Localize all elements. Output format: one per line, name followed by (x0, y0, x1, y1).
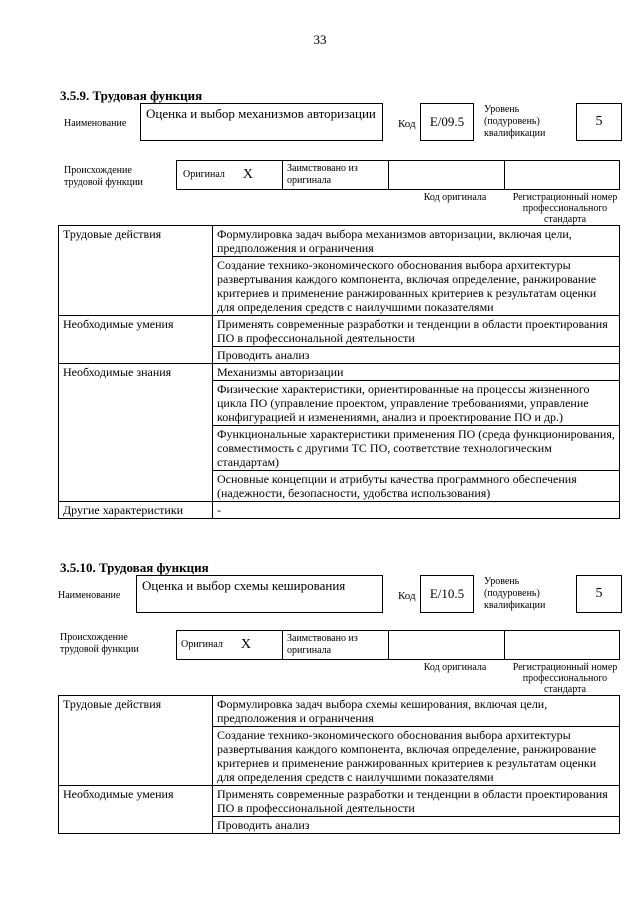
table-row (59, 502, 620, 519)
item-cell: Функциональные характеристики применения ПО (среда функционирования, совместимость с другими ТС ПО, соответствие технологическим стандартам) (213, 426, 620, 471)
original-mark: X (242, 167, 254, 182)
section-title: 3.5.10. Трудовая функция (60, 560, 209, 575)
item-cell: - (213, 502, 620, 519)
item-cell: Применять современные разработки и тенденции в области проектирования ПО в профессиональной деятельности (213, 316, 620, 347)
origin-table (176, 630, 620, 660)
category-cell: Другие характеристики (59, 502, 213, 519)
function-table-2 (58, 695, 620, 834)
table-row (59, 364, 620, 381)
category-cell: Трудовые действия (59, 226, 213, 316)
code-original-label: Код оригинала (423, 662, 487, 673)
level-value: 5 (576, 103, 622, 141)
reg-number-cell (505, 631, 619, 659)
name-value: Оценка и выбор схемы кеширования (136, 575, 383, 613)
item-cell: Механизмы авторизации (213, 364, 620, 381)
section-title: 3.5.9. Трудовая функция (60, 88, 203, 103)
original-cell (177, 631, 283, 659)
function-table-1 (58, 225, 620, 519)
category-cell: Необходимые умения (59, 786, 213, 834)
code-original-cell (389, 631, 505, 659)
reg-number-label: Регистрационный номер профессионального стандарта (512, 662, 618, 695)
table-row (59, 696, 620, 727)
code-value: E/10.5 (420, 575, 474, 613)
item-cell: Основные концепции и атрибуты качества программного обеспечения (надежности, безопасности, удобства использования) (213, 471, 620, 502)
code-label: Код (398, 590, 416, 602)
item-cell: Применять современные разработки и тенденции в области проектирования ПО в профессиональной деятельности (213, 786, 620, 817)
table-row (59, 226, 620, 257)
reg-number-label: Регистрационный номер профессионального стандарта (512, 192, 618, 225)
name-label: Наименование (58, 590, 121, 601)
origin-label: Происхождение трудовой функции (64, 165, 143, 188)
origin-label: Происхождение трудовой функции (60, 632, 139, 655)
borrowed-cell: Заимствовано из оригинала (283, 161, 389, 189)
reg-number-cell (505, 161, 619, 189)
code-label: Код (398, 118, 416, 130)
original-mark: X (240, 637, 252, 652)
table-row (59, 316, 620, 347)
code-original-cell (389, 161, 505, 189)
category-cell: Необходимые умения (59, 316, 213, 364)
level-value: 5 (576, 575, 622, 613)
original-label: Оригинал (181, 639, 223, 650)
code-value: E/09.5 (420, 103, 474, 141)
borrowed-cell: Заимствовано из оригинала (283, 631, 389, 659)
original-cell (177, 161, 283, 189)
item-cell: Формулировка задач выбора механизмов авторизации, включая цели, предположения и ограничения (213, 226, 620, 257)
original-label: Оригинал (183, 169, 225, 180)
origin-table (176, 160, 620, 190)
category-cell: Трудовые действия (59, 696, 213, 786)
item-cell: Создание технико-экономического обоснования выбора архитектуры развертывания каждого компонента, включая определение, ранжирование критериев и применение ранжированных критериев к результатам оценки для определения средств с наилучшими показателями (213, 727, 620, 786)
level-label: Уровень (подуровень) квалификации (484, 104, 546, 139)
page-number: 33 (313, 32, 327, 47)
item-cell: Проводить анализ (213, 347, 620, 364)
item-cell: Формулировка задач выбора схемы кеширования, включая цели, предположения и ограничения (213, 696, 620, 727)
name-label: Наименование (64, 118, 127, 129)
level-label: Уровень (подуровень) квалификации (484, 576, 546, 611)
code-original-label: Код оригинала (423, 192, 487, 203)
table-row (59, 786, 620, 817)
name-value: Оценка и выбор механизмов авторизации (140, 103, 383, 141)
item-cell: Создание технико-экономического обоснования выбора архитектуры развертывания каждого компонента, включая определение, ранжирование критериев и применение ранжированных критериев к результатам оценки для определения средств с наилучшими показателями (213, 257, 620, 316)
item-cell: Физические характеристики, ориентированные на процессы жизненного цикла ПО (управление проектом, управление требованиями, управление конфигурацией и изменениями, анализ и проектирование ПО и др.) (213, 381, 620, 426)
item-cell: Проводить анализ (213, 817, 620, 834)
category-cell: Необходимые знания (59, 364, 213, 502)
